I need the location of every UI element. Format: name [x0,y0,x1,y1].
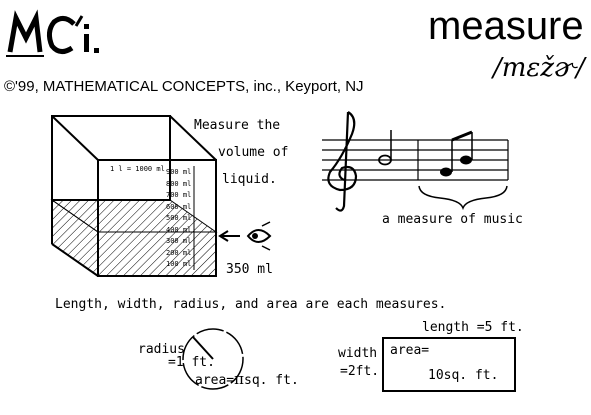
scale-mark: 900 ml [166,168,192,176]
rectangle-area-label: area= [390,343,430,358]
rectangle-area-unit: sq. ft. [443,368,499,383]
scale-top-label: 1 l = 1000 ml [110,165,165,173]
statement-emphasis: measures. [375,297,447,312]
circle-area-unit: sq. ft. [244,373,299,388]
scale-mark: 200 ml [166,248,192,257]
scale-mark: 500 ml [166,214,192,222]
scale-mark: 300 ml [166,237,192,245]
scale-mark: 400 ml [166,225,192,234]
pi-symbol: π [234,370,244,388]
copyright: ©'99, MATHEMATICAL CONCEPTS, inc., Keyport, NJ [4,78,364,95]
statement-text: Length, width, radius, and area are each [55,297,369,312]
circle-area-label: area= [195,373,235,388]
scale-mark: 800 ml [166,179,192,188]
scale-mark: 100 ml [166,260,192,268]
scale-mark: 700 ml [166,191,192,199]
container-caption-1: Measure the [194,118,281,133]
rectangle-length-label: length =5 ft. [422,320,524,335]
page-title: measure [428,4,584,48]
volume-reading: 350 ml [226,262,273,277]
rectangle-area-value: 10 [428,368,444,383]
rectangle-width-label: width [338,346,378,361]
scale-mark: 600 ml [166,202,192,211]
radius-value: =1 ft. [168,355,215,370]
rectangle-area [428,368,498,384]
music-caption: a measure of music [382,212,523,227]
container-caption-3: liquid. [222,172,277,187]
circle-area [195,371,299,389]
rectangle-width-value: =2ft. [340,364,380,379]
radius-label: radius [138,342,185,357]
pronunciation: /mɛžɚ/ [493,53,585,83]
container-caption-2: volume of [218,145,289,160]
